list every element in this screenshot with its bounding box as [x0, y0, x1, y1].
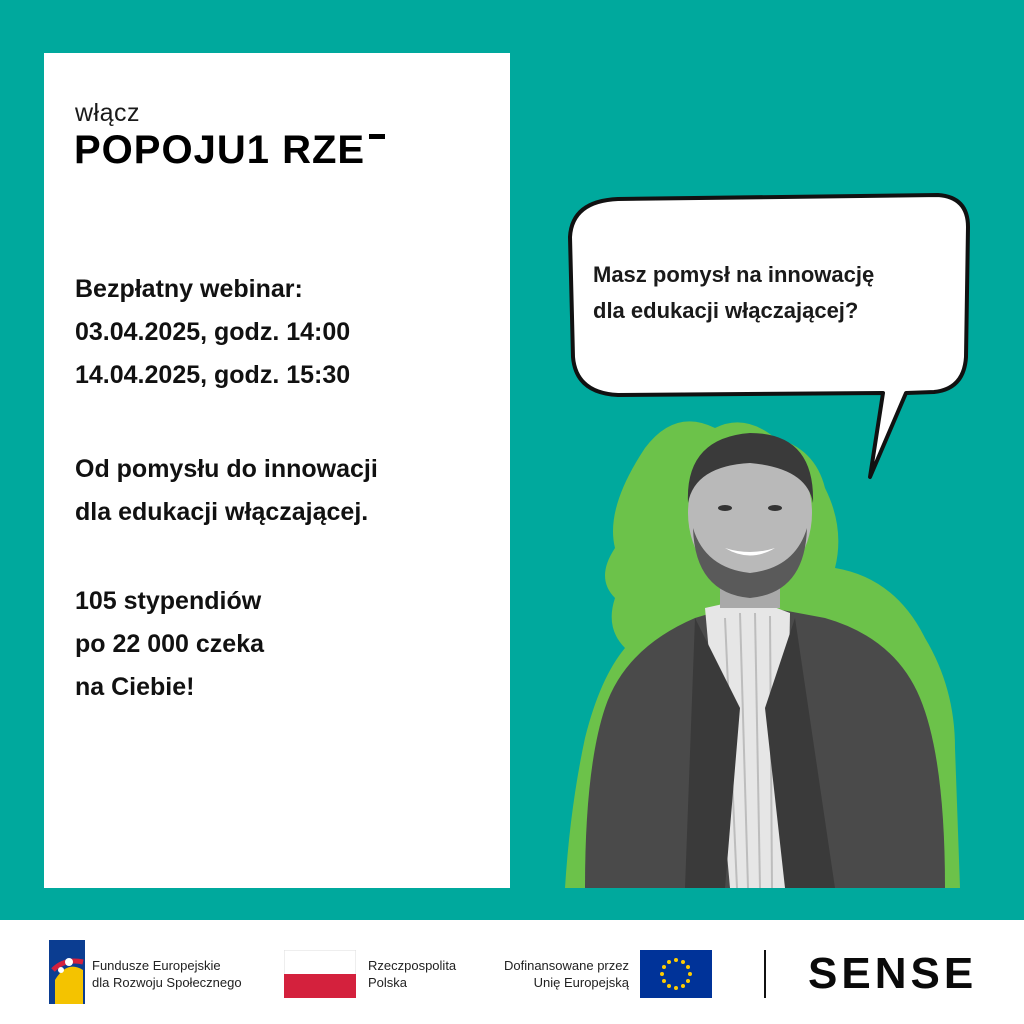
webinar-date-1: 03.04.2025, godz. 14:00: [75, 318, 351, 346]
webinar-info: [75, 268, 350, 397]
rp-line-2: Polska: [368, 975, 408, 990]
bubble-line-2: dla edukacji włączającej?: [593, 298, 859, 323]
sense-logo: SENSE: [808, 949, 978, 998]
fe-line-2: dla Rozwoju Społecznego: [92, 975, 242, 990]
scholarship-line-1: 105 stypendiów: [75, 587, 262, 615]
eu-text: [493, 957, 629, 991]
tagline: [75, 448, 378, 534]
bubble-text: [593, 257, 953, 329]
footer-divider: [764, 950, 766, 998]
scholarship-line-3: na Ciebie!: [75, 673, 195, 701]
eu-flag-icon: [640, 950, 712, 998]
brand-logo-small: włącz: [75, 99, 141, 127]
scholarship-line-2: po 22 000 czeka: [75, 630, 265, 658]
tagline-line-2: dla edukacji włączającej.: [75, 498, 369, 526]
bubble-line-1: Masz pomysł na innowację: [593, 262, 875, 287]
tagline-line-1: Od pomysłu do innowacji: [75, 455, 378, 483]
eu-line-2: Unię Europejską: [533, 975, 629, 990]
webinar-label: Bezpłatny webinar:: [75, 275, 303, 303]
webinar-date-2: 14.04.2025, godz. 15:30: [75, 361, 351, 389]
fe-line-1: Fundusze Europejskie: [92, 958, 221, 973]
fundusze-europejskie-logo: [49, 940, 85, 1004]
brand-logo-bar: [369, 134, 385, 139]
eu-line-1: Dofinansowane przez: [503, 958, 629, 973]
poland-flag-icon: [284, 950, 356, 998]
fe-text: [92, 957, 242, 991]
brand-logo-text: POPOJU1 RZE: [74, 128, 366, 172]
scholarship-info: [75, 580, 264, 709]
speech-bubble: [558, 187, 973, 492]
brand-logo: [74, 128, 385, 172]
rp-line-1: Rzeczpospolita: [368, 958, 457, 973]
rp-text: [368, 957, 456, 991]
